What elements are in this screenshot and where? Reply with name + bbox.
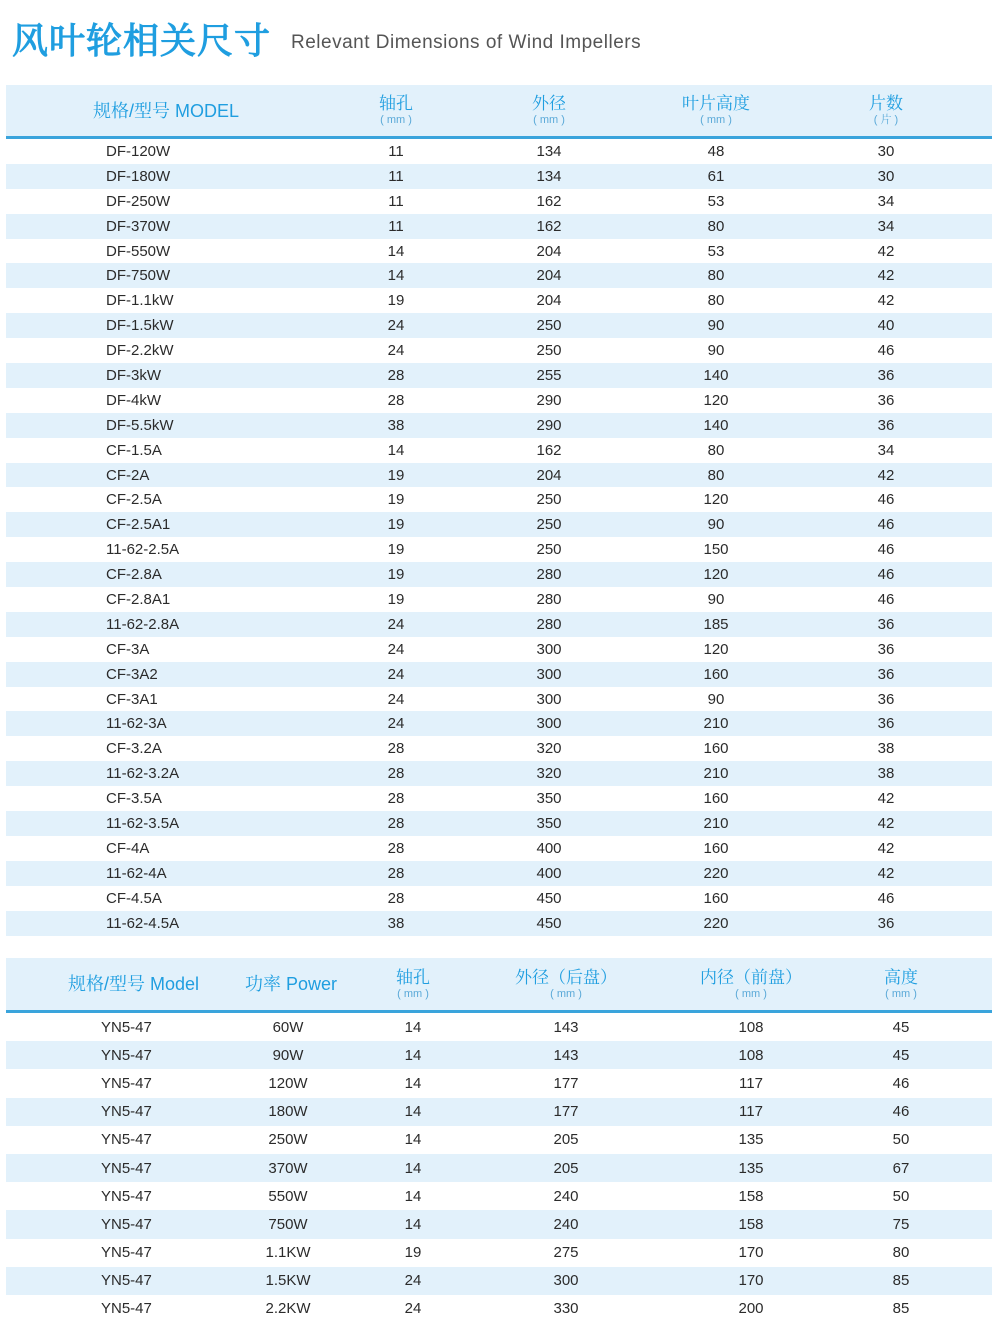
table-cell: 14	[404, 1131, 422, 1149]
table-cell: 140	[703, 366, 729, 384]
table-cell: 134	[536, 142, 562, 160]
table-row	[6, 263, 992, 288]
table-cell: 170	[738, 1272, 764, 1290]
table-cell: 120	[703, 640, 729, 658]
table-cell: 45	[892, 1018, 910, 1036]
table-cell: 38	[877, 740, 895, 758]
table-cell: 220	[703, 864, 729, 882]
table-cell: 108	[738, 1018, 764, 1036]
table-cell: 204	[536, 267, 562, 285]
table-cell: 280	[536, 615, 562, 633]
table-cell: 11-62-4A	[106, 864, 167, 882]
table-cell: 67	[892, 1159, 910, 1177]
table-cell: 36	[877, 391, 895, 409]
table-cell: YN5-47	[101, 1103, 152, 1121]
table-cell: 275	[553, 1244, 579, 1262]
column-header-model: 规格/型号 Model	[67, 974, 200, 994]
table-cell: 61	[707, 167, 725, 185]
table-cell: 24	[387, 317, 405, 335]
table-cell: 80	[707, 292, 725, 310]
table-row	[6, 239, 992, 264]
table-header	[6, 85, 992, 139]
table-cell: 400	[536, 839, 562, 857]
table-cell: 36	[877, 366, 895, 384]
table-cell: 160	[703, 665, 729, 683]
table-row	[6, 512, 992, 537]
table-cell: 14	[404, 1159, 422, 1177]
table-cell: CF-1.5A	[106, 441, 162, 459]
column-header-shaft-hole: 轴孔 ( mm )	[396, 967, 430, 1000]
table-cell: 85	[892, 1300, 910, 1318]
table-cell: 80	[707, 466, 725, 484]
table-cell: 90	[707, 690, 725, 708]
column-header-outer-diameter-rear: 外径（后盘） ( mm )	[515, 967, 617, 1000]
table-cell: 204	[536, 292, 562, 310]
table-cell: 240	[553, 1187, 579, 1205]
table-row	[6, 139, 992, 164]
table-cell: 160	[703, 839, 729, 857]
table-cell: 300	[536, 715, 562, 733]
table-cell: 220	[703, 914, 729, 932]
table-cell: 350	[536, 814, 562, 832]
table-cell: CF-2.5A1	[106, 516, 171, 534]
table-row	[6, 612, 992, 637]
table-row	[6, 1210, 992, 1238]
table-cell: 750W	[268, 1215, 308, 1233]
table-cell: 2.2KW	[265, 1300, 311, 1318]
table-body	[6, 139, 992, 936]
table-cell: 42	[877, 466, 895, 484]
table-cell: 162	[536, 441, 562, 459]
table-cell: YN5-47	[101, 1074, 152, 1092]
table-cell: 370W	[268, 1159, 308, 1177]
table-cell: 11-62-2.8A	[106, 615, 180, 633]
table-cell: 160	[703, 790, 729, 808]
table-row	[6, 861, 992, 886]
table-cell: CF-3A1	[106, 690, 158, 708]
page-subtitle: Relevant Dimensions of Wind Impellers	[291, 32, 642, 53]
table-header	[6, 958, 992, 1013]
table-cell: 14	[404, 1018, 422, 1036]
table-cell: 90	[707, 590, 725, 608]
table-cell: 117	[739, 1103, 763, 1121]
table-cell: 80	[707, 441, 725, 459]
table-cell: 46	[877, 516, 895, 534]
table-cell: 108	[738, 1046, 764, 1064]
table-row	[6, 487, 992, 512]
table-cell: YN5-47	[101, 1215, 152, 1233]
table-cell: 28	[387, 366, 405, 384]
table-cell: 11-62-2.5A	[106, 541, 180, 559]
table-cell: 28	[387, 765, 405, 783]
table-row	[6, 1267, 992, 1295]
table-cell: 11	[388, 142, 404, 160]
table-cell: 250	[536, 491, 562, 509]
table-cell: 11	[388, 167, 404, 185]
table-cell: 40	[877, 317, 895, 335]
table-cell: 177	[553, 1103, 579, 1121]
table-cell: 38	[387, 416, 405, 434]
table-cell: 250W	[268, 1131, 308, 1149]
table-cell: 50	[892, 1187, 910, 1205]
column-header-blade-count: 片数 ( 片 )	[869, 94, 903, 126]
table-cell: 250	[536, 342, 562, 360]
table-cell: 38	[877, 765, 895, 783]
table-cell: CF-4.5A	[106, 889, 162, 907]
table-cell: 205	[553, 1131, 579, 1149]
table-cell: DF-1.1kW	[106, 292, 174, 310]
table-cell: 210	[703, 814, 729, 832]
table-cell: DF-4kW	[106, 391, 161, 409]
table-cell: 1.1KW	[265, 1244, 311, 1262]
table-cell: 14	[387, 267, 405, 285]
table-cell: 210	[703, 715, 729, 733]
table-cell: 450	[536, 914, 562, 932]
table-cell: 160	[703, 740, 729, 758]
table-row	[6, 811, 992, 836]
table-cell: 42	[877, 267, 895, 285]
table-cell: 80	[707, 217, 725, 235]
table-cell: DF-1.5kW	[106, 317, 174, 335]
table-cell: 36	[877, 615, 895, 633]
table-cell: YN5-47	[101, 1244, 152, 1262]
table-row	[6, 388, 992, 413]
table-cell: CF-3A	[106, 640, 150, 658]
table-cell: 11-62-3A	[106, 715, 167, 733]
table-cell: 28	[387, 790, 405, 808]
table-cell: 36	[877, 416, 895, 434]
table-cell: 120	[703, 491, 729, 509]
table-row	[6, 313, 992, 338]
table-cell: 24	[387, 640, 405, 658]
table-cell: 330	[553, 1300, 579, 1318]
table-cell: DF-250W	[106, 192, 171, 210]
table-cell: 162	[536, 217, 562, 235]
table-body	[6, 1013, 992, 1323]
table-row	[6, 1295, 992, 1323]
table-cell: 280	[536, 590, 562, 608]
table-cell: 14	[387, 242, 405, 260]
table-row	[6, 438, 992, 463]
table-cell: DF-180W	[106, 167, 171, 185]
table-row	[6, 463, 992, 488]
table-row	[6, 189, 992, 214]
table-row	[6, 413, 992, 438]
table-cell: 28	[387, 740, 405, 758]
table-cell: DF-550W	[106, 242, 171, 260]
table-cell: 24	[387, 615, 405, 633]
table-row	[6, 1069, 992, 1097]
table-cell: 170	[738, 1244, 764, 1262]
table-cell: 42	[877, 814, 895, 832]
table-cell: 48	[707, 142, 725, 160]
table-cell: 120	[703, 391, 729, 409]
table-row	[6, 164, 992, 189]
table-cell: 34	[877, 441, 895, 459]
table-cell: 158	[738, 1215, 764, 1233]
table-cell: 205	[553, 1159, 579, 1177]
table-cell: 24	[387, 690, 405, 708]
table-cell: 42	[877, 292, 895, 310]
table-cell: 550W	[268, 1187, 308, 1205]
table-cell: 250	[536, 317, 562, 335]
table-cell: 11	[388, 192, 404, 210]
table-cell: 350	[536, 790, 562, 808]
table-cell: CF-4A	[106, 839, 150, 857]
table-cell: 19	[387, 541, 405, 559]
table-row	[6, 637, 992, 662]
table-row	[6, 587, 992, 612]
table-row	[6, 562, 992, 587]
table-cell: 143	[553, 1046, 579, 1064]
table-cell: 46	[877, 541, 895, 559]
table-cell: 36	[877, 640, 895, 658]
table-cell: 250	[536, 516, 562, 534]
table-cell: 14	[404, 1103, 422, 1121]
table-cell: 300	[553, 1272, 579, 1290]
table-cell: 50	[892, 1131, 910, 1149]
table-cell: 46	[877, 342, 895, 360]
table-cell: 19	[387, 491, 405, 509]
table-cell: 11-62-4.5A	[106, 914, 180, 932]
table-cell: DF-750W	[106, 267, 171, 285]
impeller-dimensions-table	[6, 85, 992, 936]
table-cell: 19	[387, 566, 405, 584]
table-cell: 320	[536, 765, 562, 783]
table-cell: 90W	[272, 1046, 304, 1064]
table-cell: 300	[536, 690, 562, 708]
table-row	[6, 338, 992, 363]
table-cell: 34	[877, 217, 895, 235]
table-cell: 38	[387, 914, 405, 932]
table-cell: 24	[404, 1272, 422, 1290]
table-cell: 80	[707, 267, 725, 285]
table-cell: 11-62-3.5A	[106, 814, 180, 832]
table-cell: 19	[387, 466, 405, 484]
table-cell: 46	[892, 1074, 910, 1092]
table-row	[6, 687, 992, 712]
table-row	[6, 761, 992, 786]
table-cell: 140	[703, 416, 729, 434]
table-row	[6, 1182, 992, 1210]
table-cell: YN5-47	[101, 1131, 152, 1149]
yn5-47-impeller-table	[6, 958, 992, 1323]
table-cell: 90	[707, 342, 725, 360]
table-cell: 290	[536, 391, 562, 409]
table-cell: 19	[387, 292, 405, 310]
table-cell: YN5-47	[101, 1018, 152, 1036]
table-cell: 46	[877, 566, 895, 584]
table-cell: 210	[703, 765, 729, 783]
table-row	[6, 1154, 992, 1182]
table-row	[6, 886, 992, 911]
table-cell: 90	[707, 516, 725, 534]
table-cell: 177	[553, 1074, 579, 1092]
table-cell: CF-3.2A	[106, 740, 162, 758]
table-cell: 280	[536, 566, 562, 584]
table-cell: 36	[877, 914, 895, 932]
table-cell: 240	[553, 1215, 579, 1233]
table-row	[6, 1126, 992, 1154]
table-cell: 46	[877, 889, 895, 907]
table-row	[6, 1239, 992, 1267]
table-row	[6, 363, 992, 388]
table-cell: 30	[877, 142, 895, 160]
table-cell: 46	[877, 590, 895, 608]
table-cell: 34	[877, 192, 895, 210]
table-cell: 120	[703, 566, 729, 584]
table-cell: 158	[738, 1187, 764, 1205]
table-cell: 46	[877, 491, 895, 509]
table-cell: CF-2.5A	[106, 491, 162, 509]
table-cell: 28	[387, 391, 405, 409]
table-cell: 11	[388, 217, 404, 235]
table-cell: 53	[707, 242, 725, 260]
column-header-power: 功率 Power	[244, 974, 338, 994]
table-row	[6, 288, 992, 313]
table-cell: 28	[387, 889, 405, 907]
table-row	[6, 1013, 992, 1041]
table-cell: 162	[536, 192, 562, 210]
table-cell: YN5-47	[101, 1187, 152, 1205]
table-cell: 14	[404, 1187, 422, 1205]
table-row	[6, 836, 992, 861]
table-cell: 28	[387, 839, 405, 857]
table-row	[6, 786, 992, 811]
table-row	[6, 662, 992, 687]
table-cell: 250	[536, 541, 562, 559]
table-cell: YN5-47	[101, 1046, 152, 1064]
table-cell: CF-2.8A1	[106, 590, 171, 608]
table-cell: YN5-47	[101, 1300, 152, 1318]
table-cell: 450	[536, 889, 562, 907]
table-cell: CF-2A	[106, 466, 150, 484]
table-cell: 135	[738, 1131, 764, 1149]
table-cell: 400	[536, 864, 562, 882]
table-cell: 300	[536, 665, 562, 683]
table-cell: 46	[892, 1103, 910, 1121]
table-cell: 90	[707, 317, 725, 335]
table-cell: 53	[707, 192, 725, 210]
table-cell: 19	[387, 590, 405, 608]
table-cell: 60W	[272, 1018, 304, 1036]
table-cell: 120W	[268, 1074, 308, 1092]
table-row	[6, 214, 992, 239]
table-cell: 24	[387, 715, 405, 733]
table-cell: 42	[877, 864, 895, 882]
table-cell: 150	[703, 541, 729, 559]
table-cell: CF-3A2	[106, 665, 158, 683]
table-cell: 42	[877, 242, 895, 260]
table-cell: 75	[892, 1215, 910, 1233]
table-cell: CF-3.5A	[106, 790, 162, 808]
table-cell: 30	[877, 167, 895, 185]
table-cell: 85	[892, 1272, 910, 1290]
table-cell: DF-5.5kW	[106, 416, 174, 434]
table-cell: DF-3kW	[106, 366, 161, 384]
page-header	[12, 10, 641, 60]
table-cell: 320	[536, 740, 562, 758]
table-row	[6, 1098, 992, 1126]
table-row	[6, 1041, 992, 1069]
table-cell: 42	[877, 839, 895, 857]
column-header-height: 高度 ( mm )	[884, 967, 918, 1000]
table-cell: 1.5KW	[265, 1272, 311, 1290]
table-cell: 19	[404, 1244, 422, 1262]
table-cell: DF-2.2kW	[106, 342, 174, 360]
table-cell: 14	[387, 441, 405, 459]
table-cell: 45	[892, 1046, 910, 1064]
table-row	[6, 911, 992, 936]
table-row	[6, 711, 992, 736]
table-cell: YN5-47	[101, 1159, 152, 1177]
column-header-shaft-hole: 轴孔 ( mm )	[379, 94, 413, 126]
column-header-outer-diameter: 外径 ( mm )	[532, 94, 566, 126]
table-cell: 14	[404, 1074, 422, 1092]
table-cell: 204	[536, 242, 562, 260]
table-cell: 14	[404, 1046, 422, 1064]
table-cell: 300	[536, 640, 562, 658]
table-cell: 134	[536, 167, 562, 185]
table-cell: CF-2.8A	[106, 566, 162, 584]
table-cell: DF-120W	[106, 142, 171, 160]
table-cell: 28	[387, 814, 405, 832]
table-cell: 36	[877, 690, 895, 708]
table-cell: 160	[703, 889, 729, 907]
column-header-inner-diameter-front: 内径（前盘） ( mm )	[700, 967, 802, 1000]
table-cell: 117	[739, 1074, 763, 1092]
table-cell: 180W	[268, 1103, 308, 1121]
table-cell: 19	[387, 516, 405, 534]
table-cell: 42	[877, 790, 895, 808]
table-cell: 143	[553, 1018, 579, 1036]
table-cell: 255	[536, 366, 562, 384]
table-cell: 290	[536, 416, 562, 434]
table-cell: 28	[387, 864, 405, 882]
table-cell: YN5-47	[101, 1272, 152, 1290]
table-cell: 204	[536, 466, 562, 484]
table-cell: 36	[877, 715, 895, 733]
table-cell: 24	[387, 665, 405, 683]
page-title: 风叶轮相关尺寸	[12, 21, 272, 62]
table-cell: 185	[703, 615, 729, 633]
table-cell: 80	[892, 1244, 910, 1262]
table-cell: 200	[738, 1300, 764, 1318]
table-cell: 24	[387, 342, 405, 360]
table-row	[6, 537, 992, 562]
table-cell: DF-370W	[106, 217, 171, 235]
column-header-blade-height: 叶片高度 ( mm )	[682, 94, 750, 126]
column-header-model: 规格/型号 MODEL	[92, 100, 239, 121]
table-cell: 36	[877, 665, 895, 683]
table-cell: 14	[404, 1215, 422, 1233]
table-row	[6, 736, 992, 761]
table-cell: 11-62-3.2A	[106, 765, 180, 783]
table-cell: 24	[404, 1300, 422, 1318]
table-cell: 135	[738, 1159, 764, 1177]
